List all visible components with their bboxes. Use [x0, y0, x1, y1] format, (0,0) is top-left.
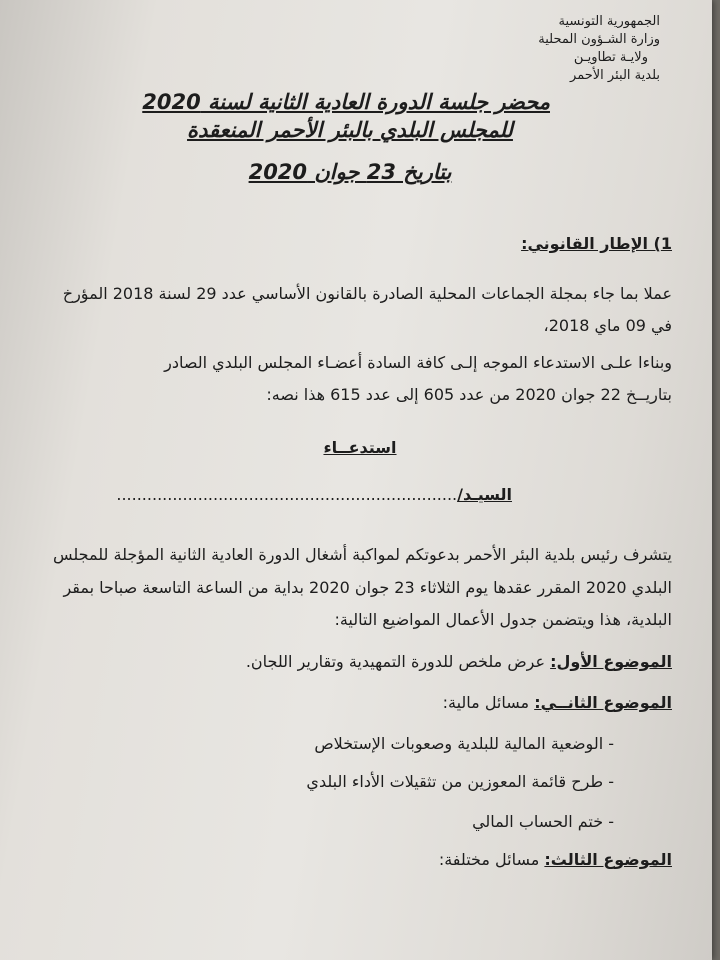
title-line2: للمجلس البلدي بالبئر الأحمر المنعقدة [187, 118, 513, 142]
convocation-heading: استدعــاء [323, 438, 397, 457]
legal-para2-line2: بتاريــخ 22 جوان 2020 من عدد 605 إلى عدد 615 هذا نصه: [266, 385, 672, 404]
legal-para1-line2: في 09 ماي 2018، [543, 316, 672, 335]
addressee-dots: ................................................................... [116, 485, 458, 504]
agenda-topic2 [443, 693, 672, 712]
topic1-label: الموضوع الأول: [550, 652, 672, 671]
convocation-para-line2: البلدي 2020 المقرر عقدها يوم الثلاثاء 23 جوان 2020 بداية من الساعة التاسعة صباحا بمقر [63, 578, 672, 597]
topic2-item: - طرح قائمة المعوزين من تثقيلات الأداء البلدي [306, 772, 614, 791]
title-line1: محضر جلسة الدورة العادية الثانية لسنة 2020 [142, 90, 550, 114]
agenda-topic3 [439, 850, 672, 869]
topic3-text: مسائل مختلفة: [438, 850, 545, 869]
topic2-item: - ختم الحساب المالي [472, 812, 614, 831]
legal-para1-line1: عملا بما جاء بمجلة الجماعات المحلية الصادرة بالقانون الأساسي عدد 29 لسنة 2018 المؤرخ [62, 284, 672, 303]
title-date: بتاريخ 23 جوان 2020 [248, 160, 452, 184]
topic2-item: - الوضعية المالية للبلدية وصعوبات الإستخلاص [314, 734, 614, 753]
addressee-label: السيـد/ [457, 485, 512, 504]
topic2-text: مسائل مالية: [442, 693, 535, 712]
convocation-para-line3: البلدية، هذا ويتضمن جدول الأعمال المواضيع التالية: [334, 610, 672, 629]
header-republic: الجمهورية التونسية [558, 14, 660, 29]
topic2-label: الموضوع الثانــي: [534, 693, 672, 712]
header-governorate: ولايـة تطاويـن [573, 50, 648, 65]
header-municipality: بلدية البئر الأحمر [570, 68, 660, 83]
convocation-para-line1: يتشرف رئيس بلدية البئر الأحمر بدعوتكم لمواكبة أشغال الدورة العادية الثانية المؤجلة للمجلس [52, 545, 672, 564]
topic1-text: عرض ملخص للدورة التمهيدية وتقارير اللجان. [245, 652, 551, 671]
agenda-topic1 [246, 652, 672, 671]
legal-para2-line1: وبناءا علـى الاستدعاء الموجه إلـى كافة السادة أعضـاء المجلس البلدي الصادر [164, 353, 672, 372]
legal-framework-heading: 1) الإطار القانوني: [521, 234, 672, 253]
convocation-addressee [116, 485, 512, 504]
header-ministry: وزارة الشـؤون المحلية [538, 32, 660, 47]
topic3-label: الموضوع الثالث: [544, 850, 672, 869]
